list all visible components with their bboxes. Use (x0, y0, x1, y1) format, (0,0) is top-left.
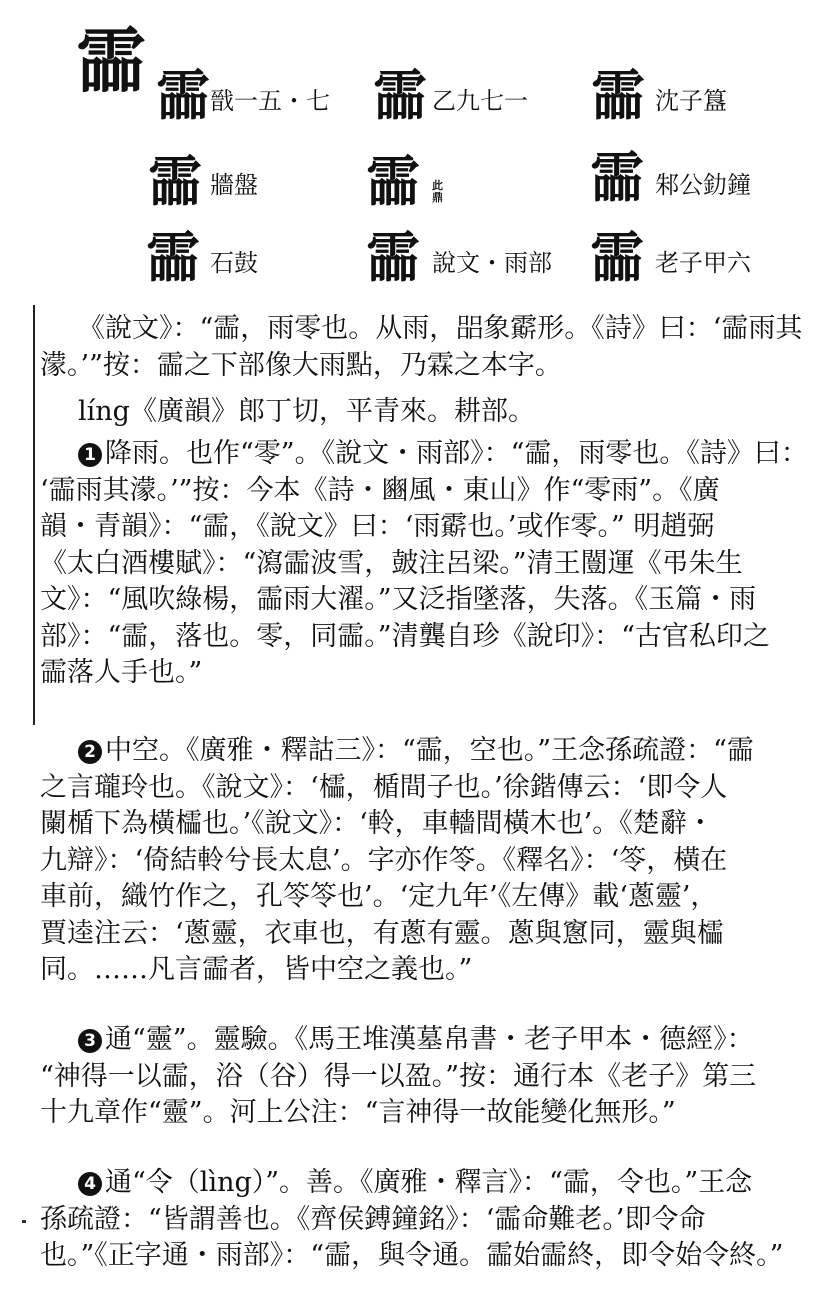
form-label-4: 牆盤 (210, 171, 258, 199)
sense-4-line-3: 也。”《正字通・雨部》：“霝，與令通。霝始霝終，即令始令終。” (40, 1240, 784, 1271)
sense-3 (40, 1022, 820, 1132)
margin-tick (22, 1220, 26, 1223)
form-glyph-6: 霝 (590, 145, 644, 209)
form-label-7: 石鼓 (210, 249, 258, 277)
form-glyph-4: 霝 (148, 149, 202, 213)
sense-1 (40, 436, 820, 692)
pronunciation-text: líng《廣韻》郎丁切，平青來。耕部。 (78, 396, 535, 427)
sense-2-line-7: 同。……凡言霝者，皆中空之義也。” (40, 954, 473, 985)
sense-number-4: 4 (78, 1172, 102, 1196)
form-glyph-2: 霝 (373, 63, 427, 127)
form-label-6: 邾公釛鐘 (655, 171, 751, 199)
sense-1-line-2: ‘霝雨其濛。’”按：今本《詩・豳風・東山》作“零雨”。《廣 (40, 474, 720, 506)
sense-2-line-6: 賈逵注云：‘蔥靈，衣車也，有蔥有靈。蔥與窻同，靈與櫺 (40, 917, 724, 949)
form-note-5: 此鼎 (432, 179, 443, 204)
margin-rule (33, 305, 35, 725)
form-glyph-9: 霝 (590, 225, 644, 289)
form-label-8: 說文・雨部 (432, 249, 552, 277)
sense-4-line-1: 通“令（lìng）”。善。《廣雅・釋言》：“霝，令也。”王念 (105, 1167, 753, 1198)
sense-1-line-6: 部》：“霝，落也。零，同霝。”清龔自珍《說印》：“古官私印之 (40, 620, 770, 652)
headword: 霝 (76, 19, 146, 102)
sense-2-line-1: 中空。《廣雅・釋詁三》：“霝，空也。”王念孫疏證：“霝 (105, 735, 754, 766)
sense-2 (40, 733, 820, 989)
sense-number-3: 3 (78, 1029, 102, 1053)
sense-3-line-1: 通“靈”。靈驗。《馬王堆漢墓帛書・老子甲本・德經》： (105, 1024, 754, 1055)
sense-2-line-4: 九辯》：‘倚結軨兮長太息’。字亦作笭。《釋名》：‘笭，橫在 (40, 844, 728, 876)
sense-number-2: 2 (78, 740, 102, 764)
form-glyph-1: 霝 (156, 63, 210, 127)
sense-1-line-7: 霝落人手也。” (40, 657, 203, 688)
sense-number-1: 1 (78, 443, 102, 467)
intro-line-1: 《說文》：“霝，雨零也。从雨，㗊象𩅰形。《詩》曰：‘霝雨其 (78, 313, 803, 344)
sense-1-line-4: 《太白酒樓賦》：“瀉霝波雪，皷注呂梁。”清王闓運《弔朱生 (40, 547, 743, 579)
form-glyph-5: 霝 (366, 149, 420, 213)
sense-2-line-3: 闌楯下為橫櫺也。’《說文》：‘軨，車轖間橫木也’。《楚辭・ (40, 808, 714, 839)
form-label-2: 乙九七一 (432, 87, 528, 115)
intro-paragraph (40, 311, 820, 384)
form-label-3: 沈子簋 (655, 87, 727, 115)
sense-4-line-2: 孫疏證：“皆謂善也。《齊侯鎛鐘銘》：‘霝命難老。’即令命 (40, 1203, 706, 1235)
sense-1-line-3: 韻・青韻》：“霝，《說文》曰：‘雨𩅰也。’或作零。” 明趙弼 (40, 511, 715, 542)
sense-4 (40, 1165, 820, 1275)
sense-2-line-5: 車前，織竹作之，孔笭笭也’。‘定九年’《左傳》載‘蔥靈’， (40, 881, 718, 912)
form-glyph-8: 霝 (366, 225, 420, 289)
pronunciation (40, 394, 820, 431)
form-label-9: 老子甲六 (655, 249, 751, 277)
sense-1-line-1: 降雨。也作“零”。《說文・雨部》：“霝，雨零也。《詩》曰： (105, 438, 808, 469)
form-label-1: 戩一五・七 (210, 87, 330, 115)
sense-3-line-3: 十九章作“靈”。河上公注：“言神得一故能變化無形。” (40, 1097, 676, 1128)
sense-1-line-5: 文》：“風吹綠楊，霝雨大濯。”又泛指墜落，失落。《玉篇・雨 (40, 584, 757, 615)
intro-line-2: 濛。’”按：霝之下部像大雨點，乃霖之本字。 (40, 349, 562, 381)
form-glyph-3: 霝 (591, 63, 645, 127)
sense-2-line-2: 之言瓏玲也。《說文》：‘櫺，楯間子也。’徐鍇傳云：‘即令人 (40, 771, 728, 803)
form-glyph-7: 霝 (146, 225, 200, 289)
sense-3-line-2: “神得一以霝，浴（谷）得一以盈。”按：通行本《老子》第三 (40, 1060, 757, 1092)
